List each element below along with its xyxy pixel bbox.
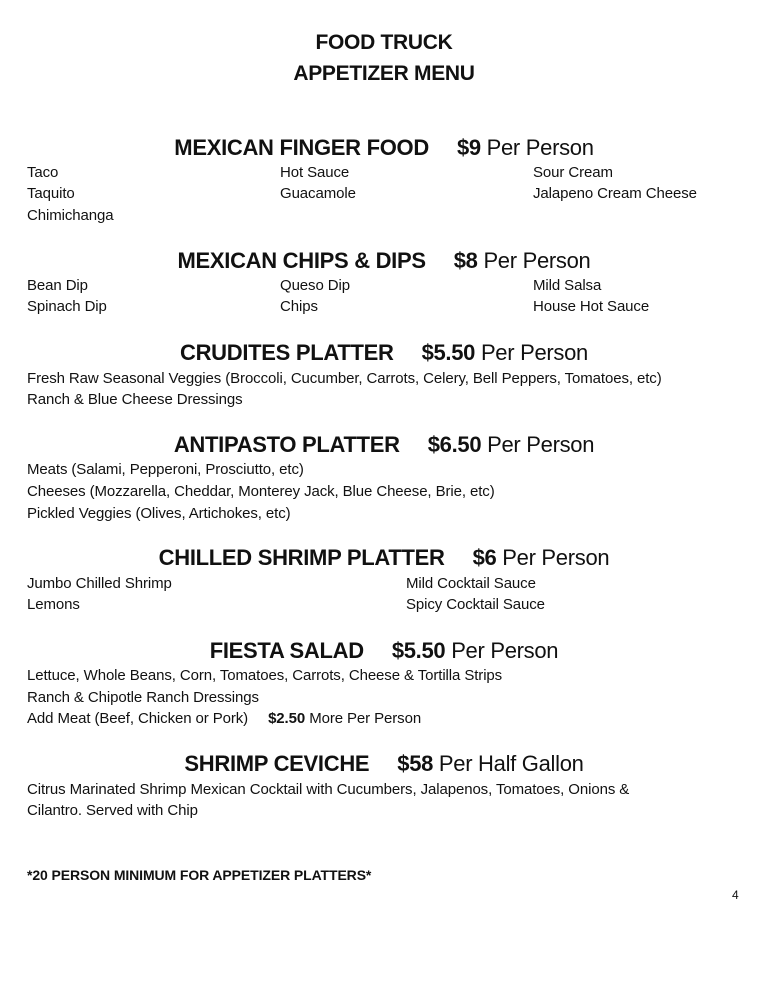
menu-description: Fresh Raw Seasonal Veggies (Broccoli, Cucumber, Carrots, Celery, Bell Peppers, Tomatoes, etc) [27,370,662,387]
menu-item: Chimichanga [27,207,114,224]
section-price: $9 [456,135,481,160]
section-price: $6.50 [427,432,482,457]
section-heading-chips-dips [0,248,768,274]
menu-description: Pickled Veggies (Olives, Artichokes, etc) [27,505,291,522]
menu-item: Jumbo Chilled Shrimp [27,575,172,592]
menu-description: Citrus Marinated Shrimp Mexican Cocktail with Cucumbers, Jalapenos, Tomatoes, Onions & [27,781,630,798]
page-number: 4 [732,888,739,902]
section-price-unit: Per Person [502,545,610,570]
section-price: $5.50 [421,340,476,365]
menu-item: Mild Cocktail Sauce [406,575,536,592]
menu-description: Cilantro. Served with Chip [27,802,198,819]
section-name: MEXICAN FINGER FOOD [174,135,429,160]
addon-price: $2.50 [268,710,306,727]
section-heading-finger-food [0,135,768,161]
menu-title-line1: FOOD TRUCK [315,31,453,54]
section-name: FIESTA SALAD [209,638,364,663]
section-name: MEXICAN CHIPS & DIPS [177,248,426,273]
section-price: $5.50 [391,638,446,663]
menu-item: Spicy Cocktail Sauce [406,596,545,613]
menu-item: Taquito [27,185,75,202]
section-name: SHRIMP CEVICHE [184,751,370,776]
section-price: $6 [472,545,497,570]
menu-description: Lettuce, Whole Beans, Corn, Tomatoes, Carrots, Cheese & Tortilla Strips [27,667,503,684]
addon-label: Add Meat (Beef, Chicken or Pork) [27,710,249,727]
menu-item: Jalapeno Cream Cheese [533,185,697,202]
section-price-unit: Per Person [487,432,595,457]
menu-item: Mild Salsa [533,277,602,294]
section-price: $58 [397,751,434,776]
menu-description: Cheeses (Mozzarella, Cheddar, Monterey Jack, Blue Cheese, Brie, etc) [27,483,495,500]
menu-description: Ranch & Blue Cheese Dressings [27,391,243,408]
section-heading-antipasto [0,432,768,458]
section-price-unit: Per Half Gallon [438,751,584,776]
menu-item: Taco [27,164,59,181]
section-name: ANTIPASTO PLATTER [173,432,400,457]
menu-item: Chips [280,298,318,315]
section-heading-ceviche [0,751,768,777]
menu-description: Meats (Salami, Pepperoni, Prosciutto, etc) [27,461,304,478]
section-price-unit: Per Person [451,638,559,663]
section-price-unit: Per Person [480,340,588,365]
menu-item: Hot Sauce [280,164,350,181]
menu-description: Ranch & Chipotle Ranch Dressings [27,689,259,706]
section-heading-crudites [0,340,768,366]
menu-item: Sour Cream [533,164,613,181]
menu-item: Bean Dip [27,277,88,294]
section-name: CHILLED SHRIMP PLATTER [158,545,445,570]
addon-unit: More Per Person [309,710,422,727]
minimum-order-note: *20 PERSON MINIMUM FOR APPETIZER PLATTERS* [27,867,372,883]
menu-item: House Hot Sauce [533,298,650,315]
section-price: $8 [453,248,478,273]
menu-title-line2: APPETIZER MENU [293,62,475,85]
section-price-unit: Per Person [486,135,594,160]
menu-item: Guacamole [280,185,356,202]
menu-item: Queso Dip [280,277,350,294]
section-heading-fiesta-salad [0,638,768,664]
menu-addon [27,710,421,727]
menu-item: Spinach Dip [27,298,107,315]
section-name: CRUDITES PLATTER [179,340,394,365]
menu-item: Lemons [27,596,80,613]
section-heading-shrimp-platter [0,545,768,571]
section-price-unit: Per Person [483,248,591,273]
